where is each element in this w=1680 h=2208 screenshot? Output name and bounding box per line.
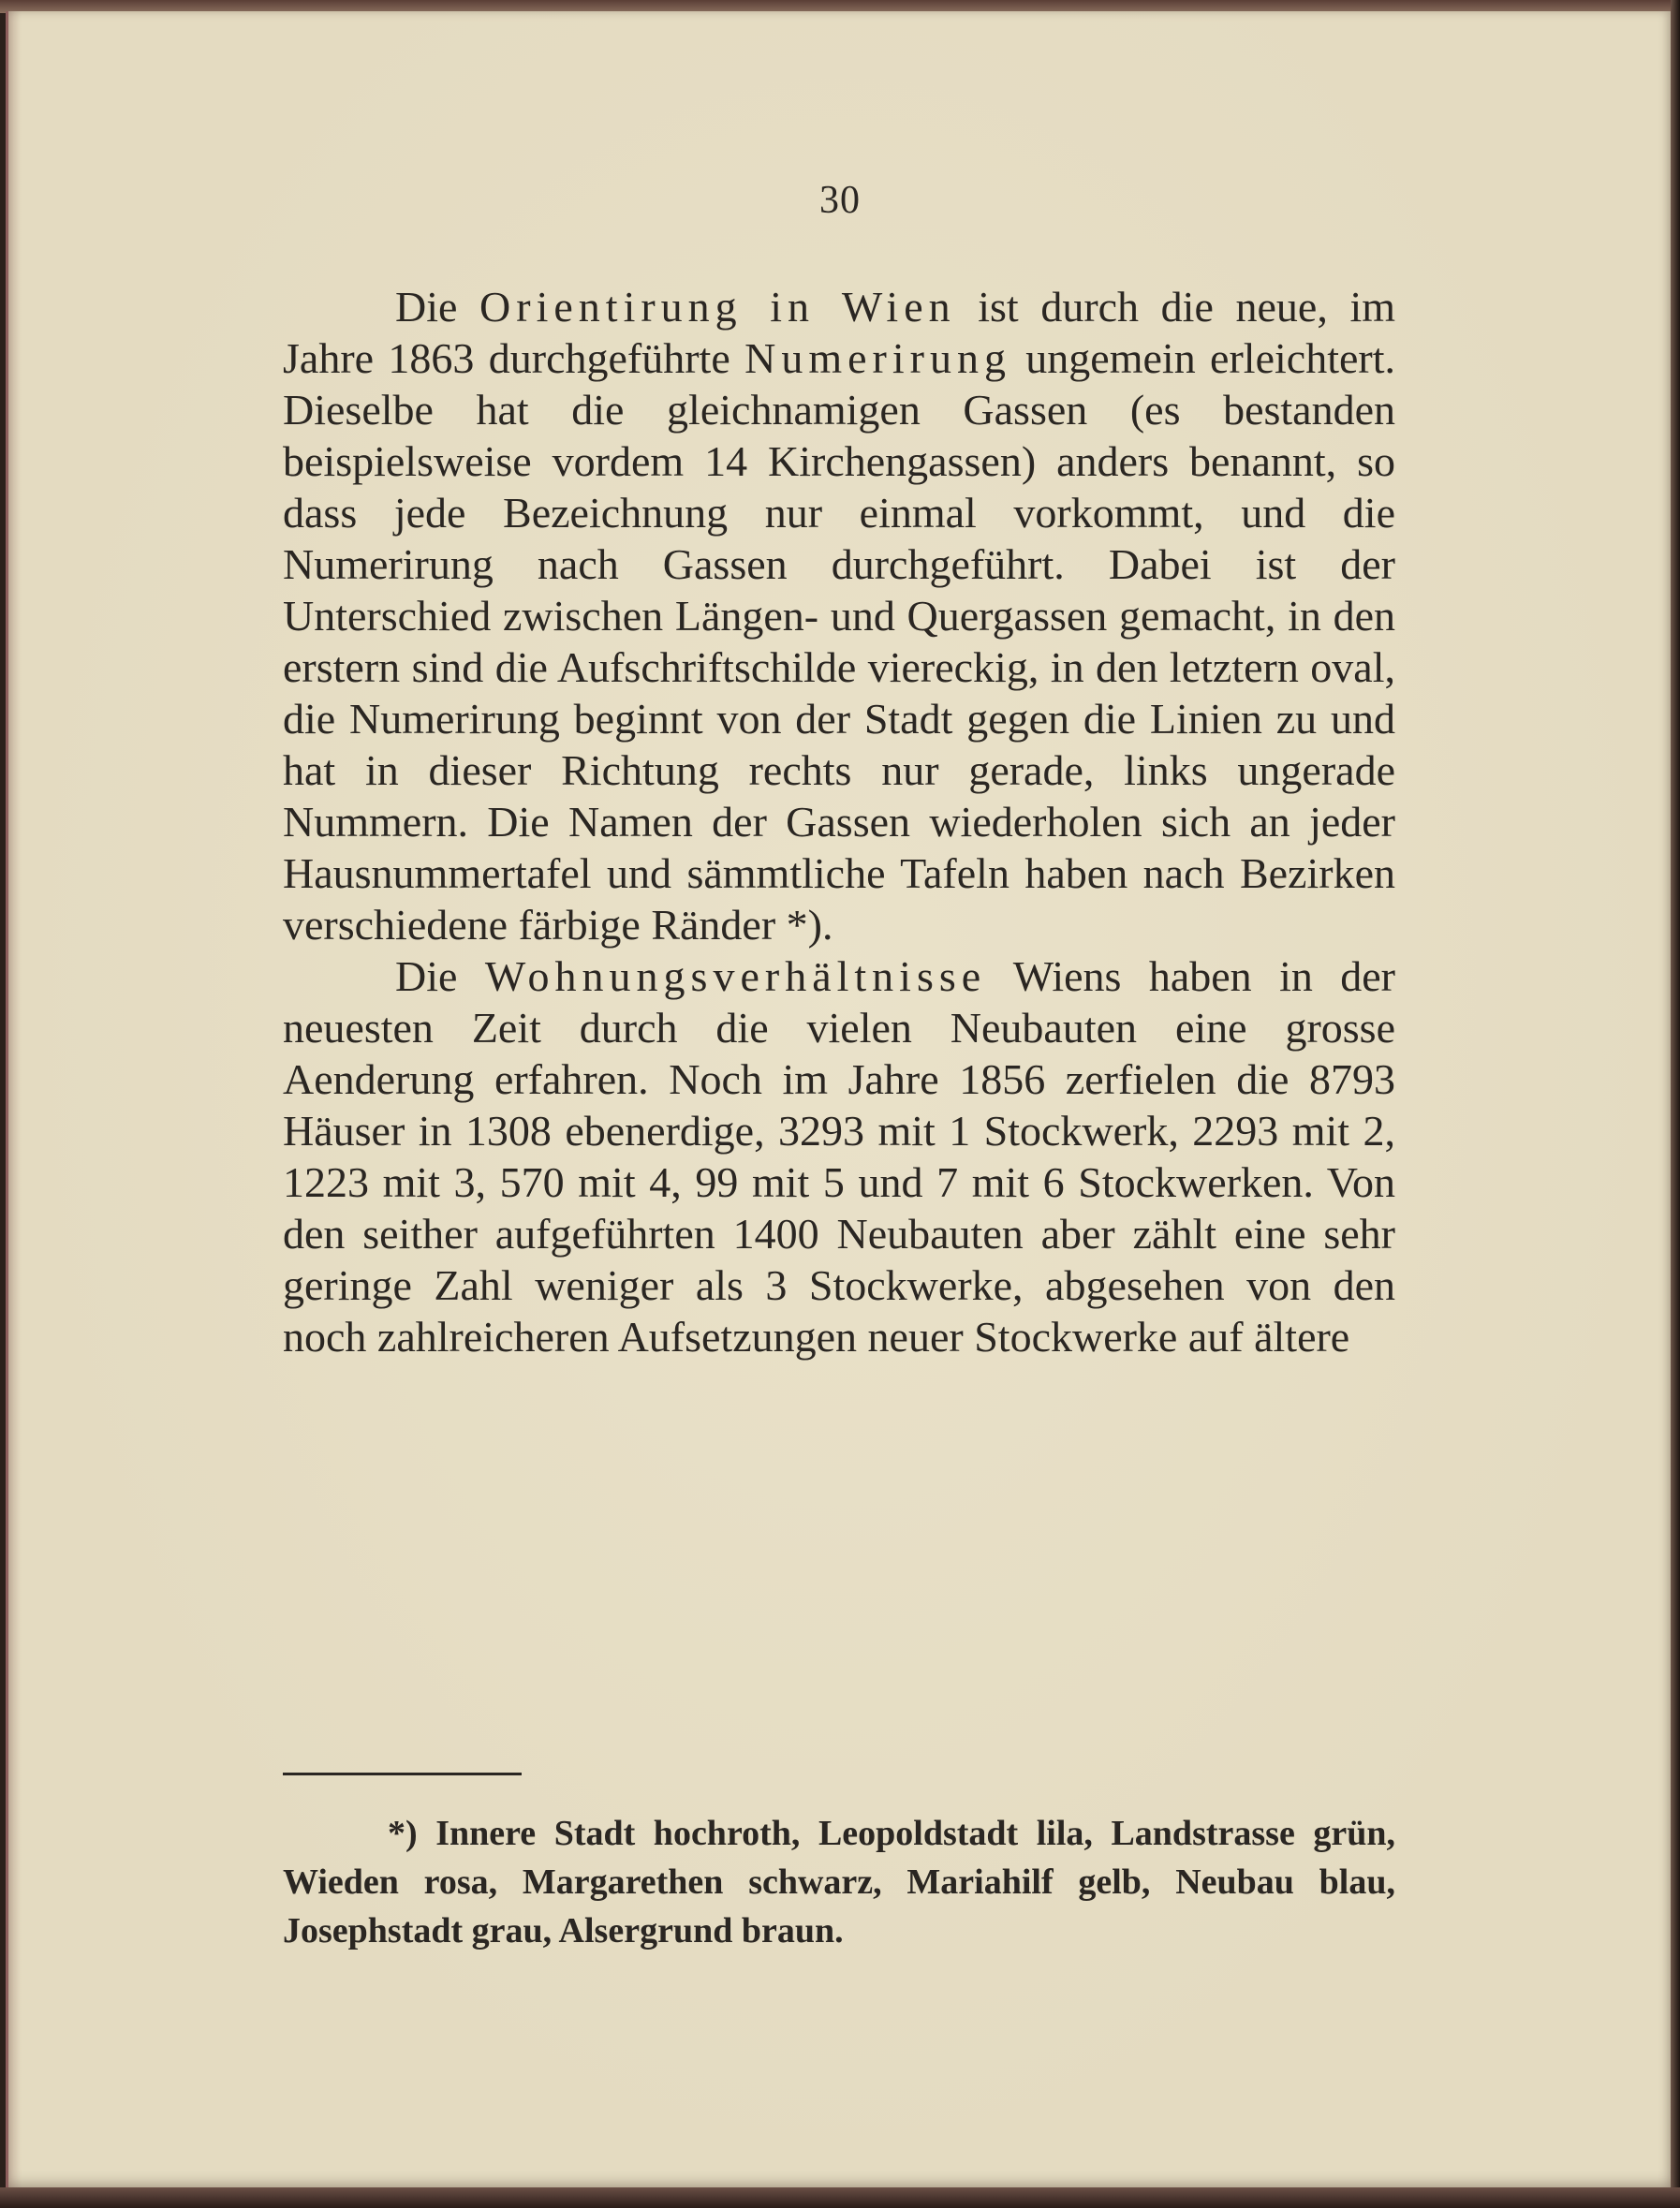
paragraph-2-text: Wiens haben in der neuesten Zeit durch die vielen Neubauten eine grosse Aenderung erfahren. Noch im Jahre 1856 zerfielen die 8793 Häuser in 1308 ebenerdige, 3293 mit 1 Stockwerk, 2293 mit 2, 1223 mit 3, 570 mit 4, 99 mit 5 und 7 mit 6 Stockwerken. Von den seither aufgeführten 1400 Neubauten aber zählt eine sehr geringe Zahl weniger als 3 Stockwerke, abgesehen von den noch zahlreicheren Aufsetzungen neuer Stockwerke auf ältere — [283, 952, 1395, 1361]
book-edge-right — [1671, 0, 1680, 2208]
emphasis-orientirung: Orientirung in Wien — [479, 283, 956, 331]
paragraph-housing — [283, 950, 1395, 1362]
footnote-divider — [283, 1773, 522, 1775]
paragraph-orientation — [283, 281, 1395, 950]
main-text — [283, 281, 1395, 1362]
paragraph-1-text: ist durch die neue, im Jahre 1863 durchgeführte — [283, 283, 1395, 382]
paragraph-2-text: Die — [395, 952, 485, 1000]
book-edge-bottom — [0, 2187, 1680, 2208]
paragraph-1-text: Die — [395, 283, 480, 331]
page-number: 30 — [819, 179, 861, 222]
emphasis-wohnungsverhaeltnisse: Wohnungsverhältnisse — [484, 952, 987, 1000]
emphasis-numerirung: Numerirung — [744, 334, 1011, 382]
paragraph-1-text: ungemein erleichtert. Dieselbe hat die gleichnamigen Gassen (es bestanden beispielsweise vordem 14 Kirchengassen) anders benannt, so dass jede Bezeichnung nur einmal vorkommt, und die Numerirung nach Gassen durchgeführt. Dabei ist der Unterschied zwischen Längen- und Quergassen gemacht, in den erstern sind die Aufschriftschilde viereckig, in den letztern oval, die Numerirung beginnt von der Stadt gegen die Linien zu und hat in dieser Richtung rechts nur gerade, links ungerade Nummern. Die Namen der Gassen wiederholen sich an jeder Hausnummertafel und sämmtliche Tafeln haben nach Bezirken verschiedene färbige Ränder *). — [283, 334, 1395, 949]
footnote: *) Innere Stadt hochroth, Leopoldstadt lila, Landstrasse grün, Wieden rosa, Margarethen schwarz, Mariahilf gelb, Neubau blau, Josephstadt grau, Alsergrund braun. — [283, 1814, 1395, 1950]
